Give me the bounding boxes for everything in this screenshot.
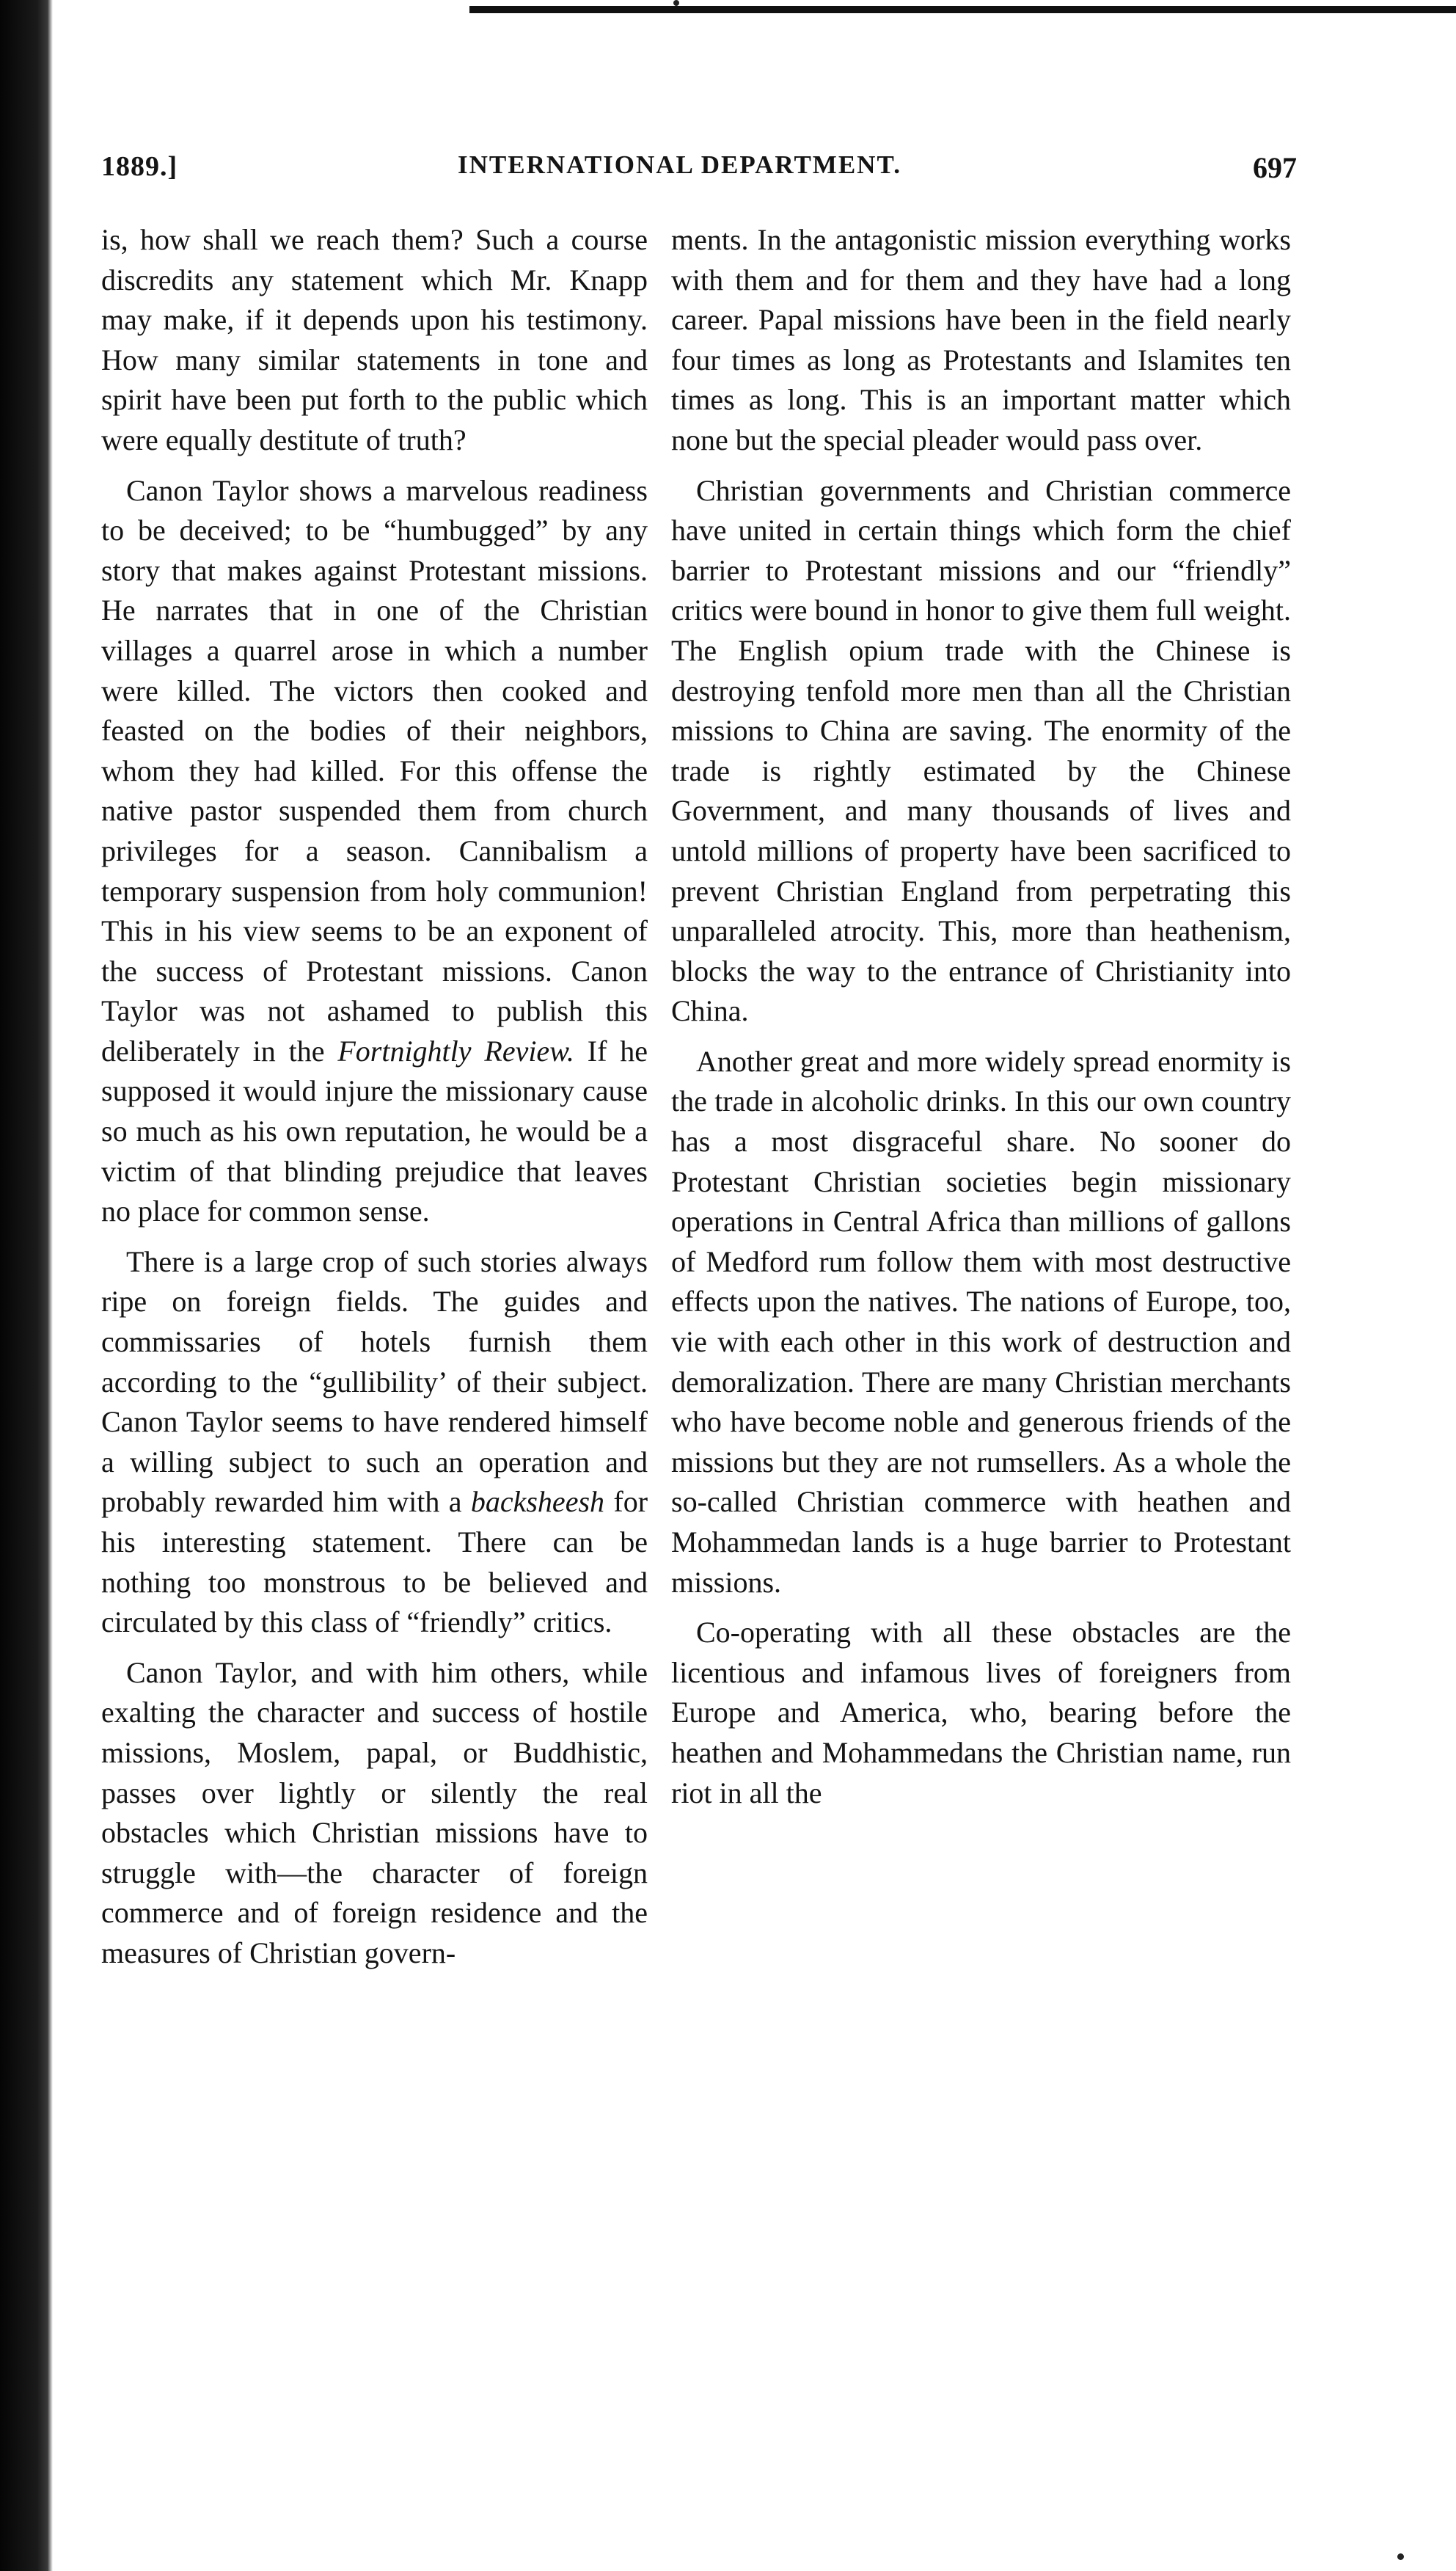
italic-term: backsheesh (470, 1485, 605, 1519)
paragraph: Co-operating with all these obstacles are the licentious and infamous lives of foreigners from Europe and America, who, bearing before the heathen and Mohammedans the Christian name, run riot in all the (671, 1616, 1291, 1809)
paragraph: Christian governments and Christian commerce have united in certain things which form the chief barrier to Protestant missions and our “friendly” critics were bound in honor to give them full weight. The English opium trade with the Chinese is destroying tenfold more men than all the Christian missions to China are saving. The enormity of the trade is rightly estimated by the Chinese Government, and many thousands of lives and untold millions of property have been sacrificed to prevent Christian England from perpetrating this unparalleled atrocity. This, more than heathenism, blocks the way to the entrance of Christianity into China. (671, 473, 1291, 1028)
paragraph: There is a large crop of such stories always ripe on foreign fields. The guides and commissaries of hotels furnish them according to the “gullibility’ of their subject. Canon Taylor seems to have rendered himself a willing subject to such an operation and probably rewarded him with a backsheesh for his interesting statement. There can be nothing too monstrous to be believed and circulated by this class of “friendly” critics. (101, 1244, 648, 1639)
right-column (671, 220, 1291, 1813)
paragraph: ments. In the antagonistic mission everything works with them and for them and they have had a long career. Papal missions have been in the field nearly four times as long as Protestants and Islamites ten times as long. This is an important matter which none but the special pleader would pass over. (671, 223, 1291, 456)
running-header (101, 150, 1297, 194)
header-title: INTERNATIONAL DEPARTMENT. (458, 150, 901, 179)
top-rule (469, 6, 1456, 13)
journal-title: Fortnightly Review. (337, 1034, 574, 1068)
paragraph: is, how shall we reach them? Such a course discredits any statement which Mr. Knapp may make, if it depends upon his testimony. How many similar statements in tone and spirit have been put forth to the public which were equally destitute of truth? (101, 223, 648, 456)
scan-speck (673, 0, 679, 6)
header-year: 1889.] (101, 151, 178, 182)
paragraph: Canon Taylor, and with him others, while exalting the character and success of hostile missions, Moslem, papal, or Buddhistic, passes over lightly or silently the real obstacles which Christian missions have to struggle with—the character of foreign commerce and of foreign residence and the measures of Christian govern- (101, 1655, 648, 1969)
paragraph: Another great and more widely spread enormity is the trade in alcoholic drinks. In this our own country has a most disgraceful share. No sooner do Protestant Christian societies begin missionary operations in Central Africa than millions of gallons of Medford rum follow them with most destructive effects upon the natives. The nations of Europe, too, vie with each other in this work of destruction and demoralization. There are many Christian merchants who have become noble and generous friends of the missions but they are not rumsellers. As a whole the so-called Christian commerce with heathen and Mohammedan lands is a huge barrier to Protestant missions. (671, 1044, 1291, 1599)
page-number: 697 (1253, 151, 1297, 184)
scan-binding-edge (0, 0, 53, 2571)
paragraph: Canon Taylor shows a marvelous readiness to be deceived; to be “humbugged” by any story that makes against Protestant missions. He narrates that in one of the Christian villages a quarrel arose in which a number were killed. The victors then cooked and feasted on the bodies of their neighbors, whom they had killed. For this offense the native pastor suspended them from church privileges for a season. Cannibalism a temporary suspension from holy communion! This in his view seems to be an exponent of the success of Protestant missions. Canon Taylor was not ashamed to publish this deliberately in the Fortnightly Review. If he supposed it would injure the missionary cause so much as his own reputation, he would be a victim of that blinding prejudice that leaves no place for common sense. (101, 473, 648, 1228)
left-column (101, 220, 648, 1974)
scan-speck (1397, 2553, 1404, 2560)
